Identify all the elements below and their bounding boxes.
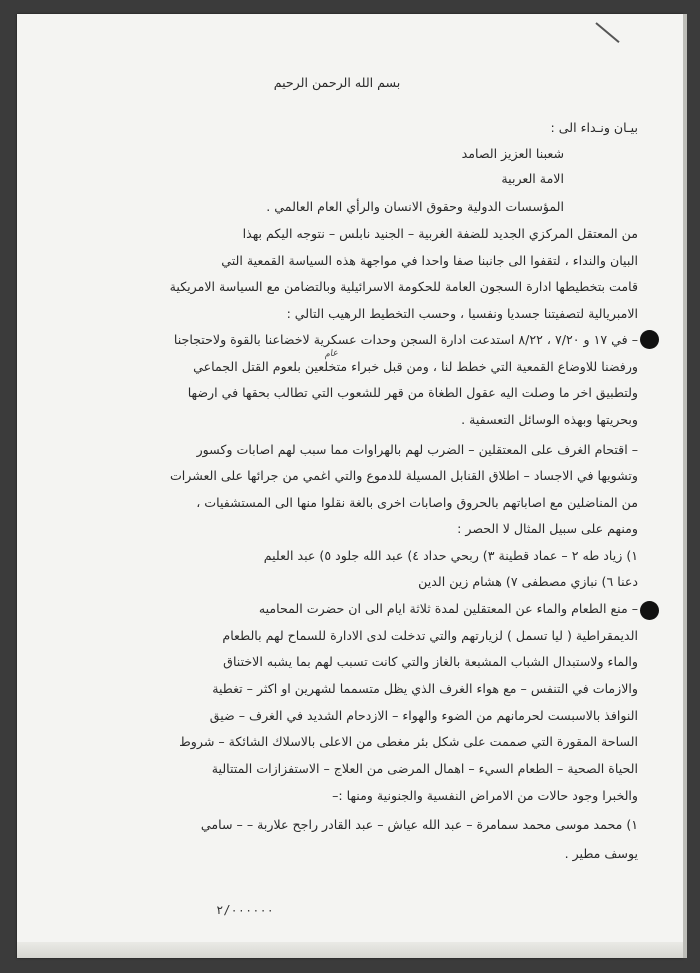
body-line: من المناضلين مع اصاباتهم بالحروق واصابات اخرى بالغة نقلوا منها الى المستشفيات ،: [196, 495, 638, 510]
margin-annotation: عام: [323, 348, 339, 361]
body-line: ومنهم على سبيل المثال لا الحصر :: [457, 521, 638, 536]
body-line: يوسف مطير .: [564, 846, 638, 861]
body-line: قامت بتخطيطها ادارة السجون العامة للحكومة الاسرائيلية وبالتضامن مع السياسة الامريكية: [169, 279, 638, 294]
body-line: البيان والنداء ، لتقفوا الى جانبنا صفا واحدا في مواجهة هذه السياسة القمعية التي: [221, 253, 638, 268]
body-line: الحياة الصحية – الطعام السيء – اهمال المرضى من العلاج – الاستفزازات المتتالية: [211, 761, 638, 776]
body-line: ورفضنا للاوضاع القمعية التي خطط لنا ، ومن قبل خبراء متخلعين بلعوم القتل الجماعي: [193, 359, 638, 374]
body-line: والماء ولاستبدال الشباب المشبعة بالغاز والتي كانت تسبب لهم بما يشبه الاختناق: [223, 654, 638, 669]
body-line: وتشويها في الاجساد – اطلاق القنابل المسيلة للدموع والتي اغمي من جرائها على العشرات: [169, 468, 638, 483]
punch-hole-lower: [640, 601, 659, 620]
body-line: – منع الطعام والماء عن المعتقلين لمدة ثلاثة ايام الى ان حضرت المحاميه: [258, 601, 638, 616]
heading-line-4: المؤسسات الدولية وحقوق الانسان والرأي العام العالمي .: [266, 199, 564, 214]
body-line: النوافذ بالاسبست لحرمانهم من الضوء والهواء – الازدحام الشديد في الغرف – ضيق: [209, 708, 638, 723]
heading-line-1: بيـان ونـداء الى :: [550, 120, 638, 135]
heading-line-2: شعبنا العزيز الصامد: [461, 146, 564, 161]
body-line: – اقتحام الغرف على المعتقلين – الضرب لهم بالهراوات مما سبب لهم اصابات وكسور: [196, 442, 638, 457]
body-line: والازمات في التنفس – مع هواء الغرف الذي يظل متسمما لشهرين او اكثر – تغطية: [212, 681, 638, 696]
body-line: وبحريتها وبهذه الوسائل التعسفية .: [461, 412, 638, 427]
body-line: الساحة المقورة التي صممت على شكل بئر مغطى من الاعلى بالاسلاك الشائكة – شروط: [179, 734, 638, 749]
basmala: بسم الله الرحمن الرحيم: [273, 75, 401, 90]
body-line: – في ١٧ و ٧/٢٠ ، ٨/٢٢ استدعت ادارة السجن وحدات عسكرية لاخضاعنا بالقوة ولاحتجاجنا: [173, 332, 638, 347]
paper-bottom-strip: [17, 942, 683, 958]
punch-hole-upper: [640, 330, 659, 349]
body-line: ١) زياد طه ٢ – عماد قطينة ٣) ربحي حداد ٤) عبد الله جلود ٥) عبد العليم: [263, 548, 638, 563]
page-number: ٢/٠٠٠٠٠٠: [216, 903, 274, 917]
body-line: الديمقراطية ( ليا تسمل ) لزيارتهم والتي تدخلت لدى الادارة للسماح لهم بالطعام: [222, 628, 638, 643]
body-line: ١) محمد موسى محمد سمامرة – عبد الله عياش – عبد القادر راجح علاربة – – سامي: [200, 817, 638, 832]
body-line: ولتطبيق اخر ما وصلت اليه عقول الطغاة من قهر للشعوب التي تطالب بحقها في ارضها: [187, 385, 638, 400]
body-line: دعنا ٦) نبازي مصطفى ٧) هشام زين الدين: [418, 574, 638, 589]
body-line: الامبريالية لتصفيتنا جسديا ونفسيا ، وحسب التخطيط الرهيب التالي :: [286, 306, 638, 321]
heading-line-3: الامة العربية: [501, 171, 564, 186]
body-line: والخبرا وجود حالات من الامراض النفسية والجنونية ومنها :–: [332, 788, 638, 803]
paper-edge: [683, 14, 687, 958]
body-line: من المعتقل المركزي الجديد للضفة الغربية – الجنيد نابلس – نتوجه اليكم بهذا: [242, 226, 638, 241]
